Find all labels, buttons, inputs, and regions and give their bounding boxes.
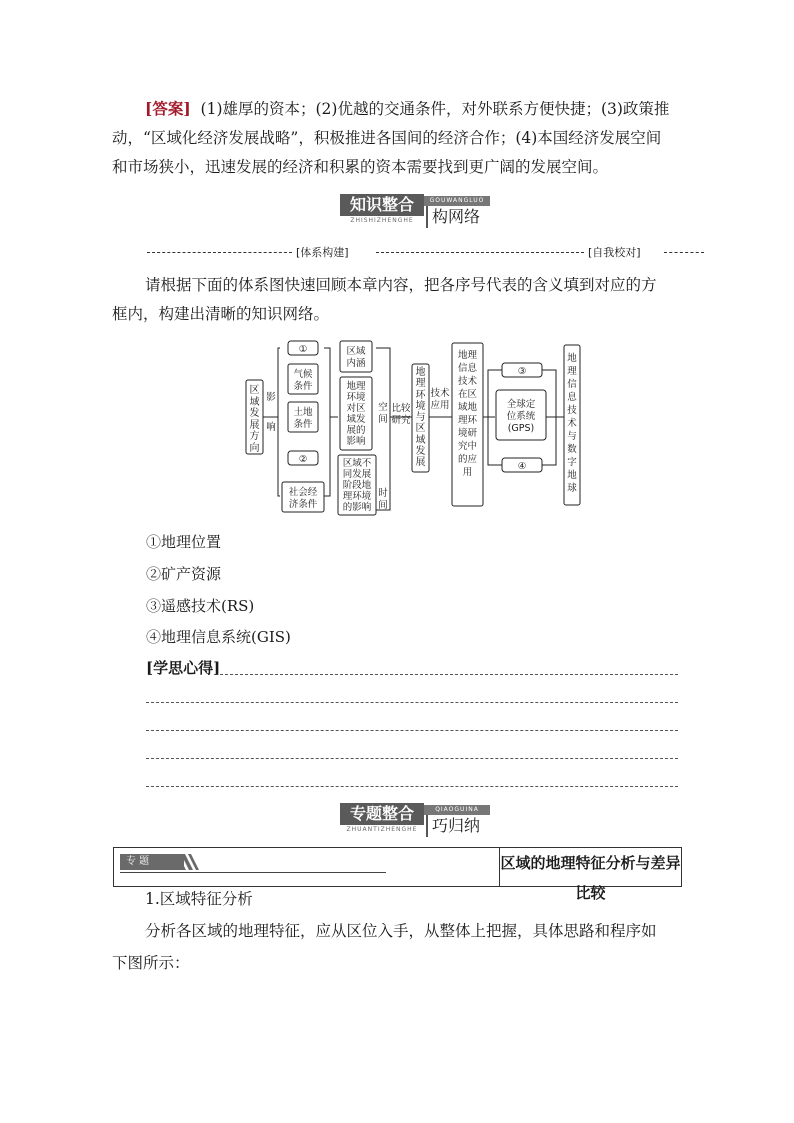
note-line-1 xyxy=(220,674,678,675)
compare-label-1: 比较 xyxy=(391,403,411,414)
banner-right-title: 构网络 xyxy=(426,206,496,228)
self-check-label: [自我校对] xyxy=(588,246,641,259)
tech-app-label-2: 应用 xyxy=(430,400,450,411)
topic-integration-banner xyxy=(340,803,490,843)
note-line-3 xyxy=(146,730,678,731)
notes-label: [学思心得] xyxy=(146,659,221,677)
svg-text:字: 字 xyxy=(567,457,577,468)
digital-earth-text xyxy=(567,352,577,494)
stripe-decoration-icon xyxy=(170,854,200,870)
influence-label-2: 响 xyxy=(266,422,276,433)
banner-right-subtitle: GOUWANGLUO xyxy=(424,196,490,206)
bracket-right xyxy=(324,348,330,496)
svg-text:境研: 境研 xyxy=(457,428,478,439)
land-label-2: 条件 xyxy=(293,419,313,430)
answer-item-1: ①地理位置 xyxy=(146,533,222,551)
svg-text:的影响: 的影响 xyxy=(342,502,372,513)
region-content-label-1: 区域 xyxy=(346,346,366,357)
svg-text:展的: 展的 xyxy=(346,425,366,436)
blank-number-1: ① xyxy=(298,344,308,355)
bracket-left xyxy=(278,348,280,496)
banner-left-title: 知识整合 xyxy=(340,194,424,216)
svg-text:信: 信 xyxy=(567,379,577,390)
svg-text:术: 术 xyxy=(567,418,577,429)
svg-text:地理: 地理 xyxy=(346,381,366,392)
svg-text:理: 理 xyxy=(567,366,577,377)
banner2-left-title: 专题整合 xyxy=(340,803,424,825)
region-direction-vertical: 区 域 发 展 方 向 xyxy=(249,385,260,454)
svg-text:与: 与 xyxy=(567,431,577,442)
svg-text:同发展: 同发展 xyxy=(342,469,372,480)
system-construction-label: [体系构建] xyxy=(296,246,349,259)
answer-item-2: ②矿产资源 xyxy=(146,565,222,583)
section1-heading: 1.区域特征分析 xyxy=(145,890,253,908)
answer-line-1: (1)雄厚的资本；(2)优越的交通条件，对外联系方便快捷；(3)政策推 xyxy=(200,100,670,118)
answer-item-4: ④地理信息系统(GIS) xyxy=(146,628,291,646)
svg-text:阶段地: 阶段地 xyxy=(342,480,372,491)
svg-text:技术: 技术 xyxy=(457,376,478,387)
svg-text:信息: 信息 xyxy=(457,363,478,374)
stage-text xyxy=(343,457,372,513)
svg-text:地: 地 xyxy=(567,470,577,481)
blank-number-3: ③ xyxy=(517,366,527,377)
svg-text:数: 数 xyxy=(567,444,577,455)
social-label-2: 济条件 xyxy=(288,499,318,510)
section1-line-1: 分析各区域的地理特征，应从区位入手，从整体上把握，具体思路和程序如 xyxy=(145,922,657,940)
space-label-1: 空 xyxy=(378,402,388,413)
banner2-right-subtitle: QIAOGUINA xyxy=(424,805,490,815)
answer-line-2: 动，“区域化经济发展战略”，积极推进各国间的经济合作；(4)本国经济发展空间 xyxy=(112,129,662,147)
svg-text:技: 技 xyxy=(567,405,577,416)
note-line-2 xyxy=(146,702,678,703)
answer-tag: [答案] xyxy=(145,99,191,118)
land-label-1: 土地 xyxy=(293,407,313,418)
svg-text:区域不: 区域不 xyxy=(342,458,372,469)
topic-underline xyxy=(120,872,386,873)
svg-text:域发: 域发 xyxy=(346,414,366,425)
section1-line-2: 下图所示： xyxy=(112,954,190,972)
gis-app-text xyxy=(458,349,478,478)
region-content-label-2: 内涵 xyxy=(346,358,366,369)
time-label-1: 时 xyxy=(378,488,388,499)
tech-app-label-1: 技术 xyxy=(430,388,450,399)
svg-text:息: 息 xyxy=(567,392,577,403)
svg-text:影响: 影响 xyxy=(346,436,366,447)
svg-text:环境: 环境 xyxy=(346,392,366,403)
svg-text:域地: 域地 xyxy=(457,402,478,413)
gps-label-1: 全球定 xyxy=(506,399,536,410)
answer-line-3: 和市场狭小，迅速发展的经济和积累的资本需要找到更广阔的发展空间。 xyxy=(112,158,609,176)
space-label-2: 间 xyxy=(378,414,388,425)
time-label-2: 间 xyxy=(378,500,388,511)
influence-label-1: 影 xyxy=(266,392,276,403)
note-line-4 xyxy=(146,758,678,759)
blank-number-2: ② xyxy=(298,454,308,465)
section1 xyxy=(112,885,684,978)
answer-item-3: ③遥感技术(RS) xyxy=(146,597,255,615)
env-dev-vertical: 地 理 环 境 与 区 域 发 展 xyxy=(415,367,426,469)
svg-text:用: 用 xyxy=(462,467,473,478)
climate-label-1: 气候 xyxy=(293,369,313,380)
svg-text:地理: 地理 xyxy=(457,350,478,361)
bracket-right-2 xyxy=(376,348,390,510)
geo-influence-text xyxy=(346,380,366,447)
topic-title: 区域的地理特征分析与差异比较 xyxy=(500,854,681,902)
blank-number-4: ④ xyxy=(517,461,527,472)
compare-label-2: 研究 xyxy=(391,415,411,426)
svg-text:地: 地 xyxy=(567,353,577,364)
social-label-1: 社会经 xyxy=(288,487,318,498)
banner2-left-subtitle: ZHUANTIZHENGHE xyxy=(346,826,418,833)
banner-left-subtitle: ZHISHIZHENGHE xyxy=(350,217,414,224)
banner2-right-title: 巧归纳 xyxy=(426,815,496,837)
svg-text:理环境: 理环境 xyxy=(342,491,372,502)
svg-text:对区: 对区 xyxy=(346,403,366,414)
svg-text:的应: 的应 xyxy=(457,454,478,465)
gps-label-2: 位系统 xyxy=(506,411,536,422)
svg-text:究中: 究中 xyxy=(457,441,478,452)
note-line-5 xyxy=(146,786,678,787)
instruction-line-1: 请根据下面的体系图快速回顾本章内容，把各序号代表的含义填到对应的方 xyxy=(145,276,657,294)
svg-text:在区: 在区 xyxy=(457,389,478,400)
svg-text:球: 球 xyxy=(567,483,577,494)
climate-label-2: 条件 xyxy=(293,381,313,392)
instruction-line-2: 框内，构建出清晰的知识网络。 xyxy=(112,305,330,323)
topic-tag: 专 题 xyxy=(120,854,184,870)
svg-text:理环: 理环 xyxy=(457,415,478,426)
gps-label-3: (GPS) xyxy=(507,423,535,434)
